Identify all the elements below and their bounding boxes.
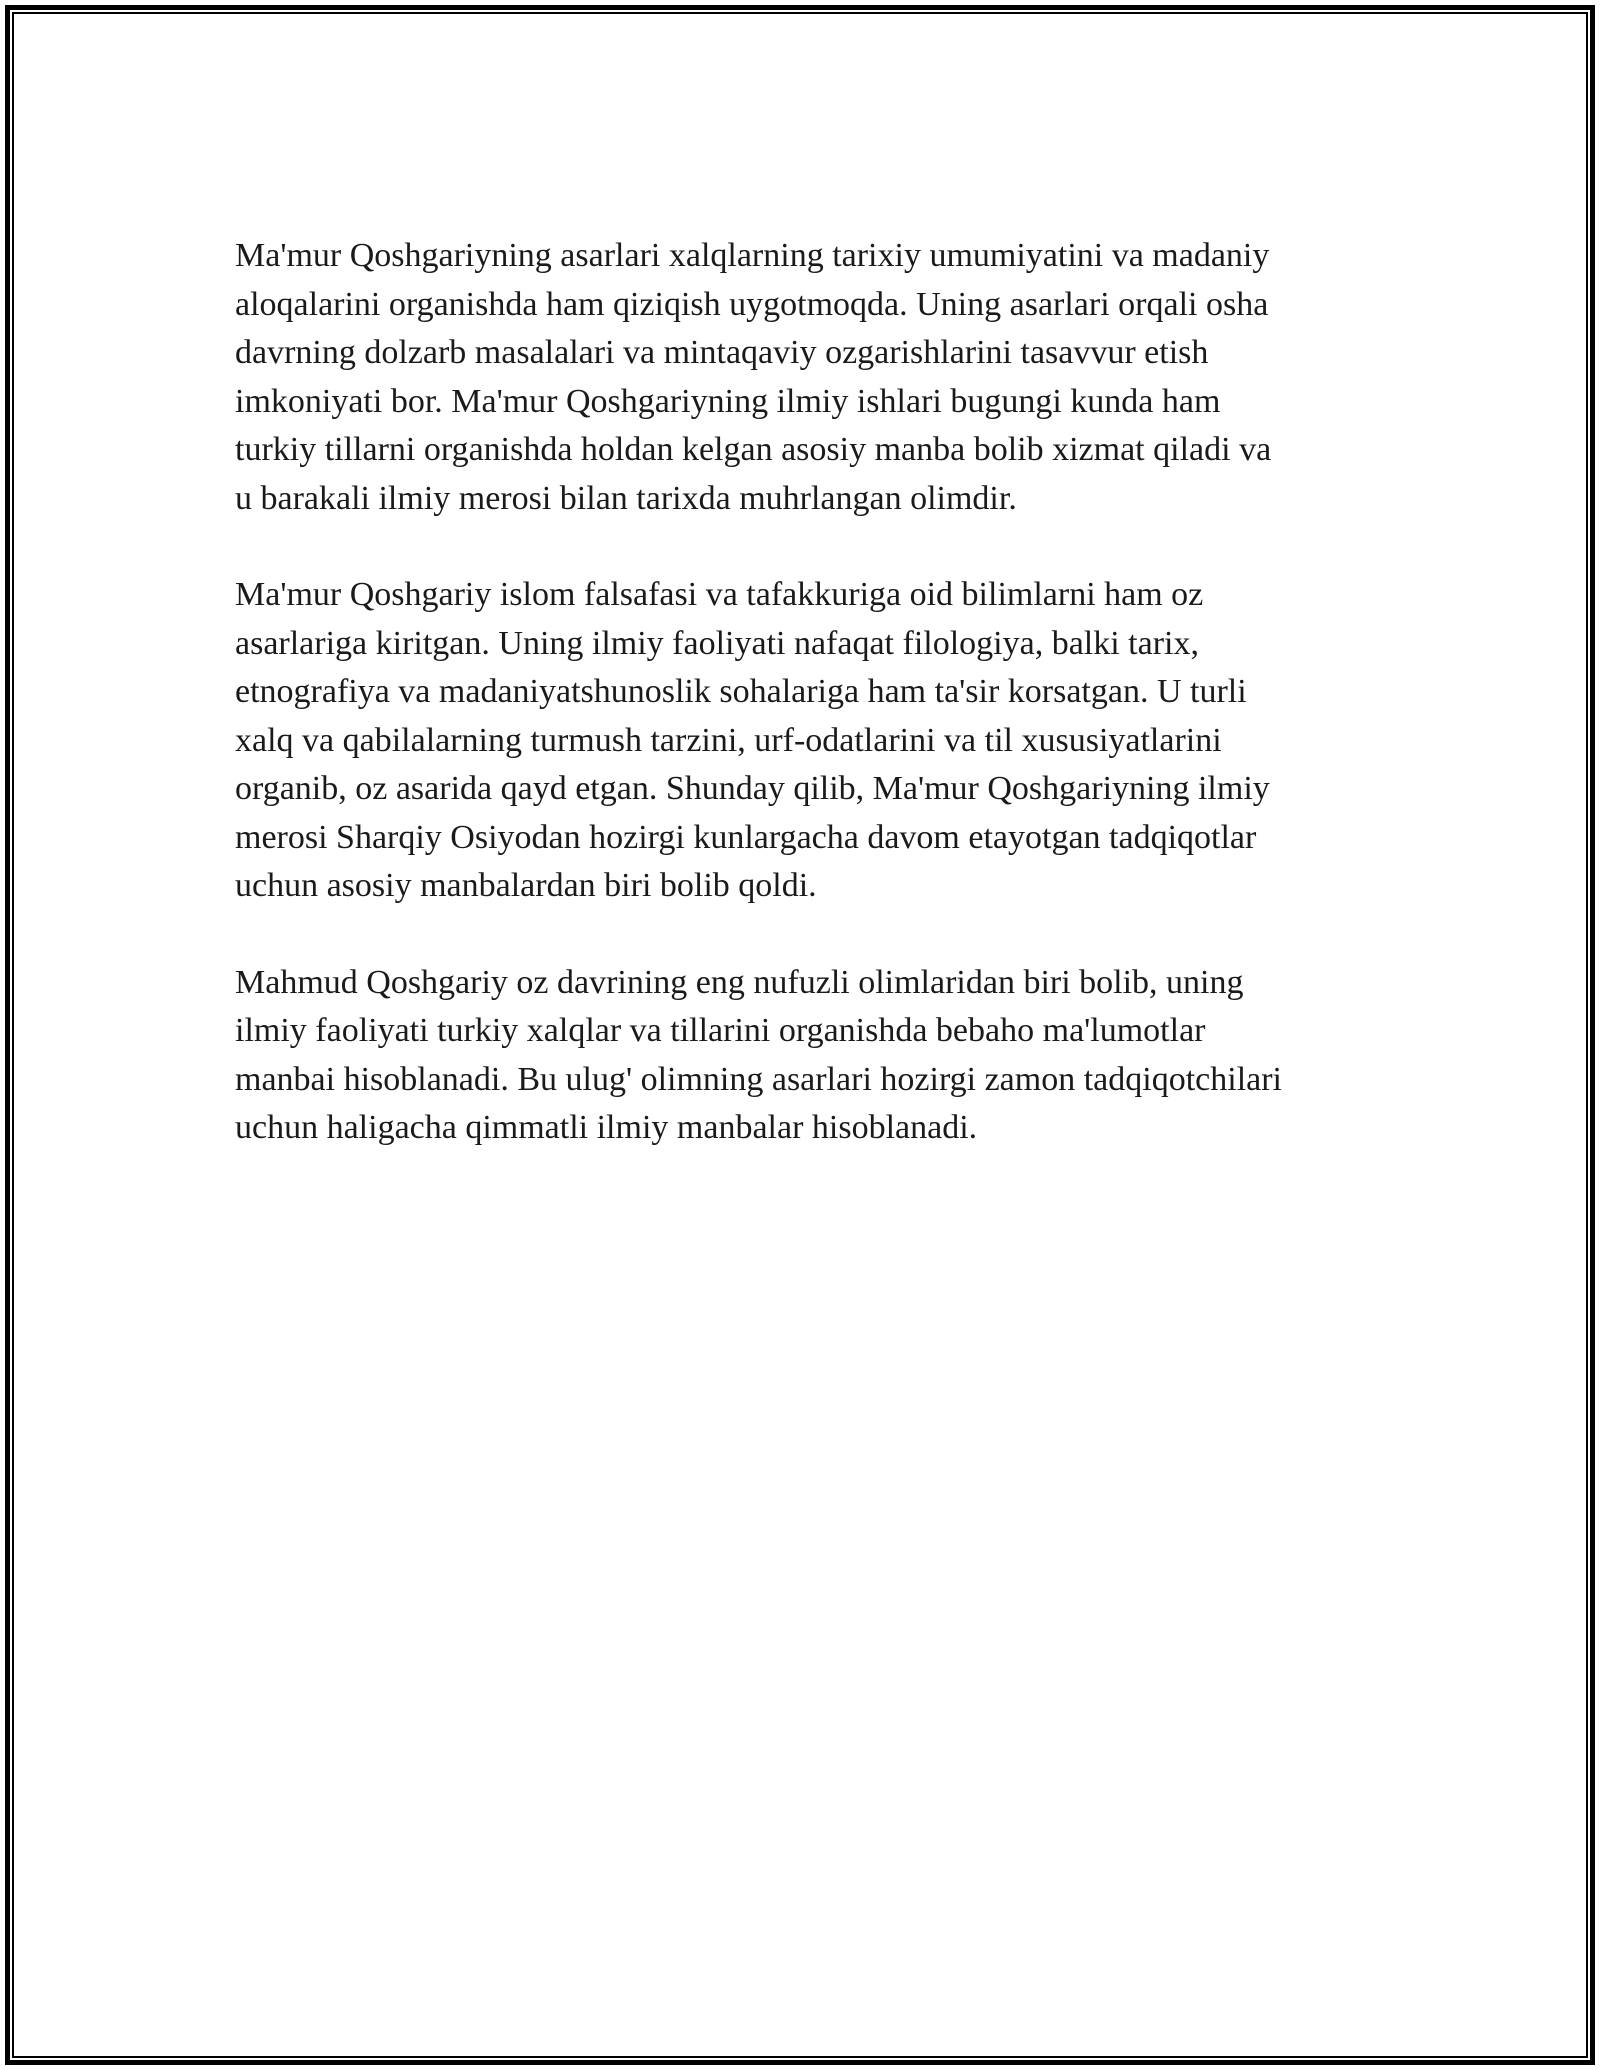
paragraph-1 [235,232,1375,523]
paragraph-line: Ma'mur Qoshgariyning asarlari xalqlarning tarixiy umumiyatini va madaniy [235,237,1270,274]
paragraph-3 [235,959,1375,1153]
paragraph-line: organib, oz asarida qayd etgan. Shunday qilib, Ma'mur Qoshgariyning ilmiy [235,770,1270,807]
paragraph-line: turkiy tillarni organishda holdan kelgan asosiy manba bolib xizmat qiladi va [235,431,1272,468]
paragraph-line: imkoniyati bor. Ma'mur Qoshgariyning ilmiy ishlari bugungi kunda ham [235,382,1221,420]
paragraph-line: asarlariga kiritgan. Uning ilmiy faoliyati nafaqat filologiya, balki tarix, [235,624,1199,662]
paragraph-line: merosi Sharqiy Osiyodan hozirgi kunlargacha davom etayotgan tadqiqotlar [235,818,1257,856]
paragraph-line: uchun haligacha qimmatli ilmiy manbalar hisoblanadi. [235,1109,978,1146]
paragraph-line: davrning dolzarb masalalari va mintaqaviy ozgarishlarini tasavvur etish [235,334,1209,371]
paragraph-line: u barakali ilmiy merosi bilan tarixda muhrlangan olimdir. [235,479,1017,517]
paragraph-line: etnografiya va madaniyatshunoslik sohalariga ham ta'sir korsatgan. U turli [235,673,1247,710]
paragraph-line: Ma'mur Qoshgariy islom falsafasi va tafakkuriga oid bilimlarni ham oz [235,576,1204,613]
paragraph-line: Mahmud Qoshgariy oz davrining eng nufuzli olimlaridan biri bolib, uning [235,963,1244,1001]
paragraph-line: manbai hisoblanadi. Bu ulug' olimning asarlari hozirgi zamon tadqiqotchilari [235,1060,1282,1098]
paragraph-2 [235,571,1375,911]
paragraph-line: ilmiy faoliyati turkiy xalqlar va tillarini organishda bebaho ma'lumotlar [235,1012,1206,1049]
document-body [235,232,1375,1201]
paragraph-line: xalq va qabilalarning turmush tarzini, urf-odatlarini va til xususiyatlarini [235,721,1222,759]
paragraph-line: aloqalarini organishda ham qiziqish uygotmoqda. Uning asarlari orqali osha [235,285,1269,323]
paragraph-line: uchun asosiy manbalardan biri bolib qoldi. [235,867,817,904]
